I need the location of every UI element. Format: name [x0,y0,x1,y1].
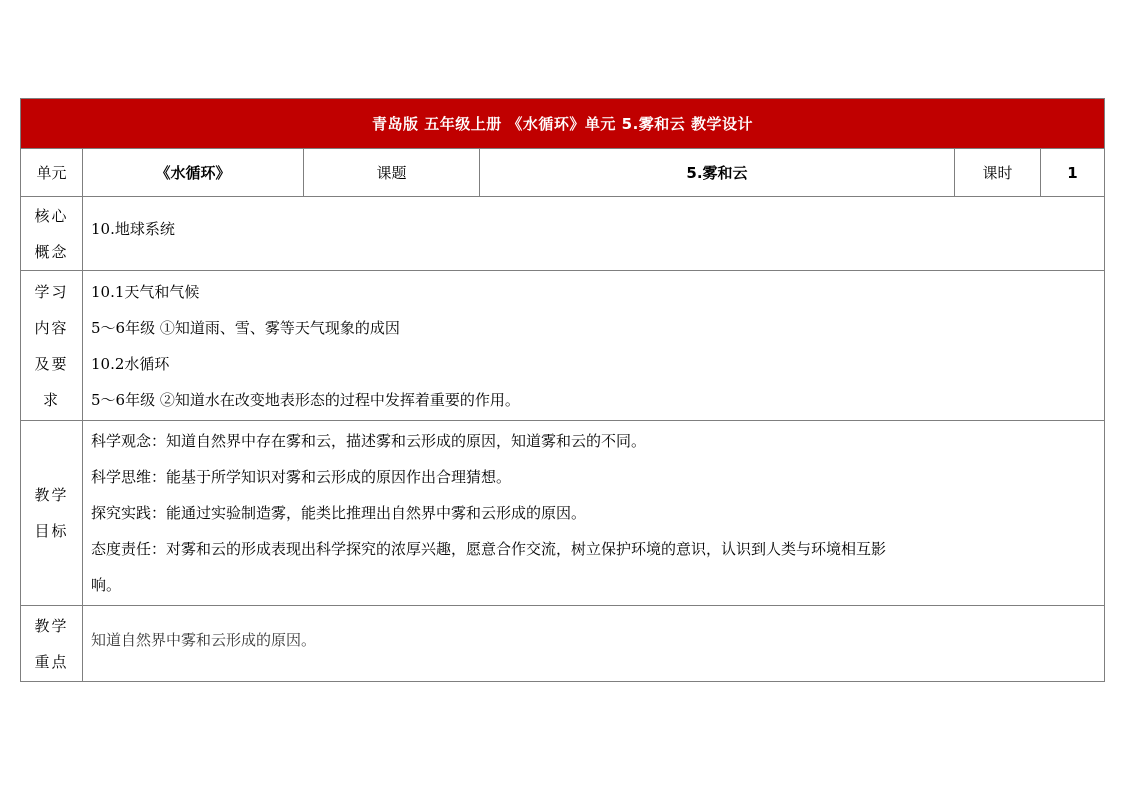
learning-content-label: 学习 内容 及要 求 [21,271,83,421]
hours-label: 课时 [955,149,1041,197]
teaching-goals-text: 科学观念：知道自然界中存在雾和云，描述雾和云形成的原因，知道雾和云的不同。 科学思维：能基于所学知识对雾和云形成的原因作出合理猜想。 探究实践：能通过实验制造雾，能类比推理出自然界中雾和云形成的原因。 态度责任：对雾和云的形成表现出科学探究的浓厚兴趣，愿意合作交流，树立保护环境的意识，认识到人类与环境相互影 响。 [83,421,1105,606]
learning-content-text: 10.1天气和气候 5～6年级 ①知道雨、雪、雾等天气现象的成因 10.2水循环 5～6年级 ②知道水在改变地表形态的过程中发挥着重要的作用。 [83,271,1105,421]
learning-content-row [21,271,1105,421]
header-row [21,149,1105,197]
lesson-plan-table [20,98,1105,682]
teaching-goals-row [21,421,1105,606]
lesson-value: 5.雾和云 [480,149,955,197]
unit-label: 单元 [21,149,83,197]
unit-value: 《水循环》 [83,149,304,197]
core-concept-label: 核心 概念 [21,197,83,271]
document-title: 青岛版 五年级上册 《水循环》单元 5.雾和云 教学设计 [21,99,1105,149]
key-points-text: 知道自然界中雾和云形成的原因。 [83,606,1105,682]
hours-value: 1 [1041,149,1105,197]
lesson-label: 课题 [304,149,480,197]
title-row [21,99,1105,149]
core-concept-row [21,197,1105,271]
teaching-goals-label: 教学 目标 [21,421,83,606]
core-concept-text: 10.地球系统 [83,197,1105,271]
key-points-label: 教学 重点 [21,606,83,682]
key-points-row [21,606,1105,682]
